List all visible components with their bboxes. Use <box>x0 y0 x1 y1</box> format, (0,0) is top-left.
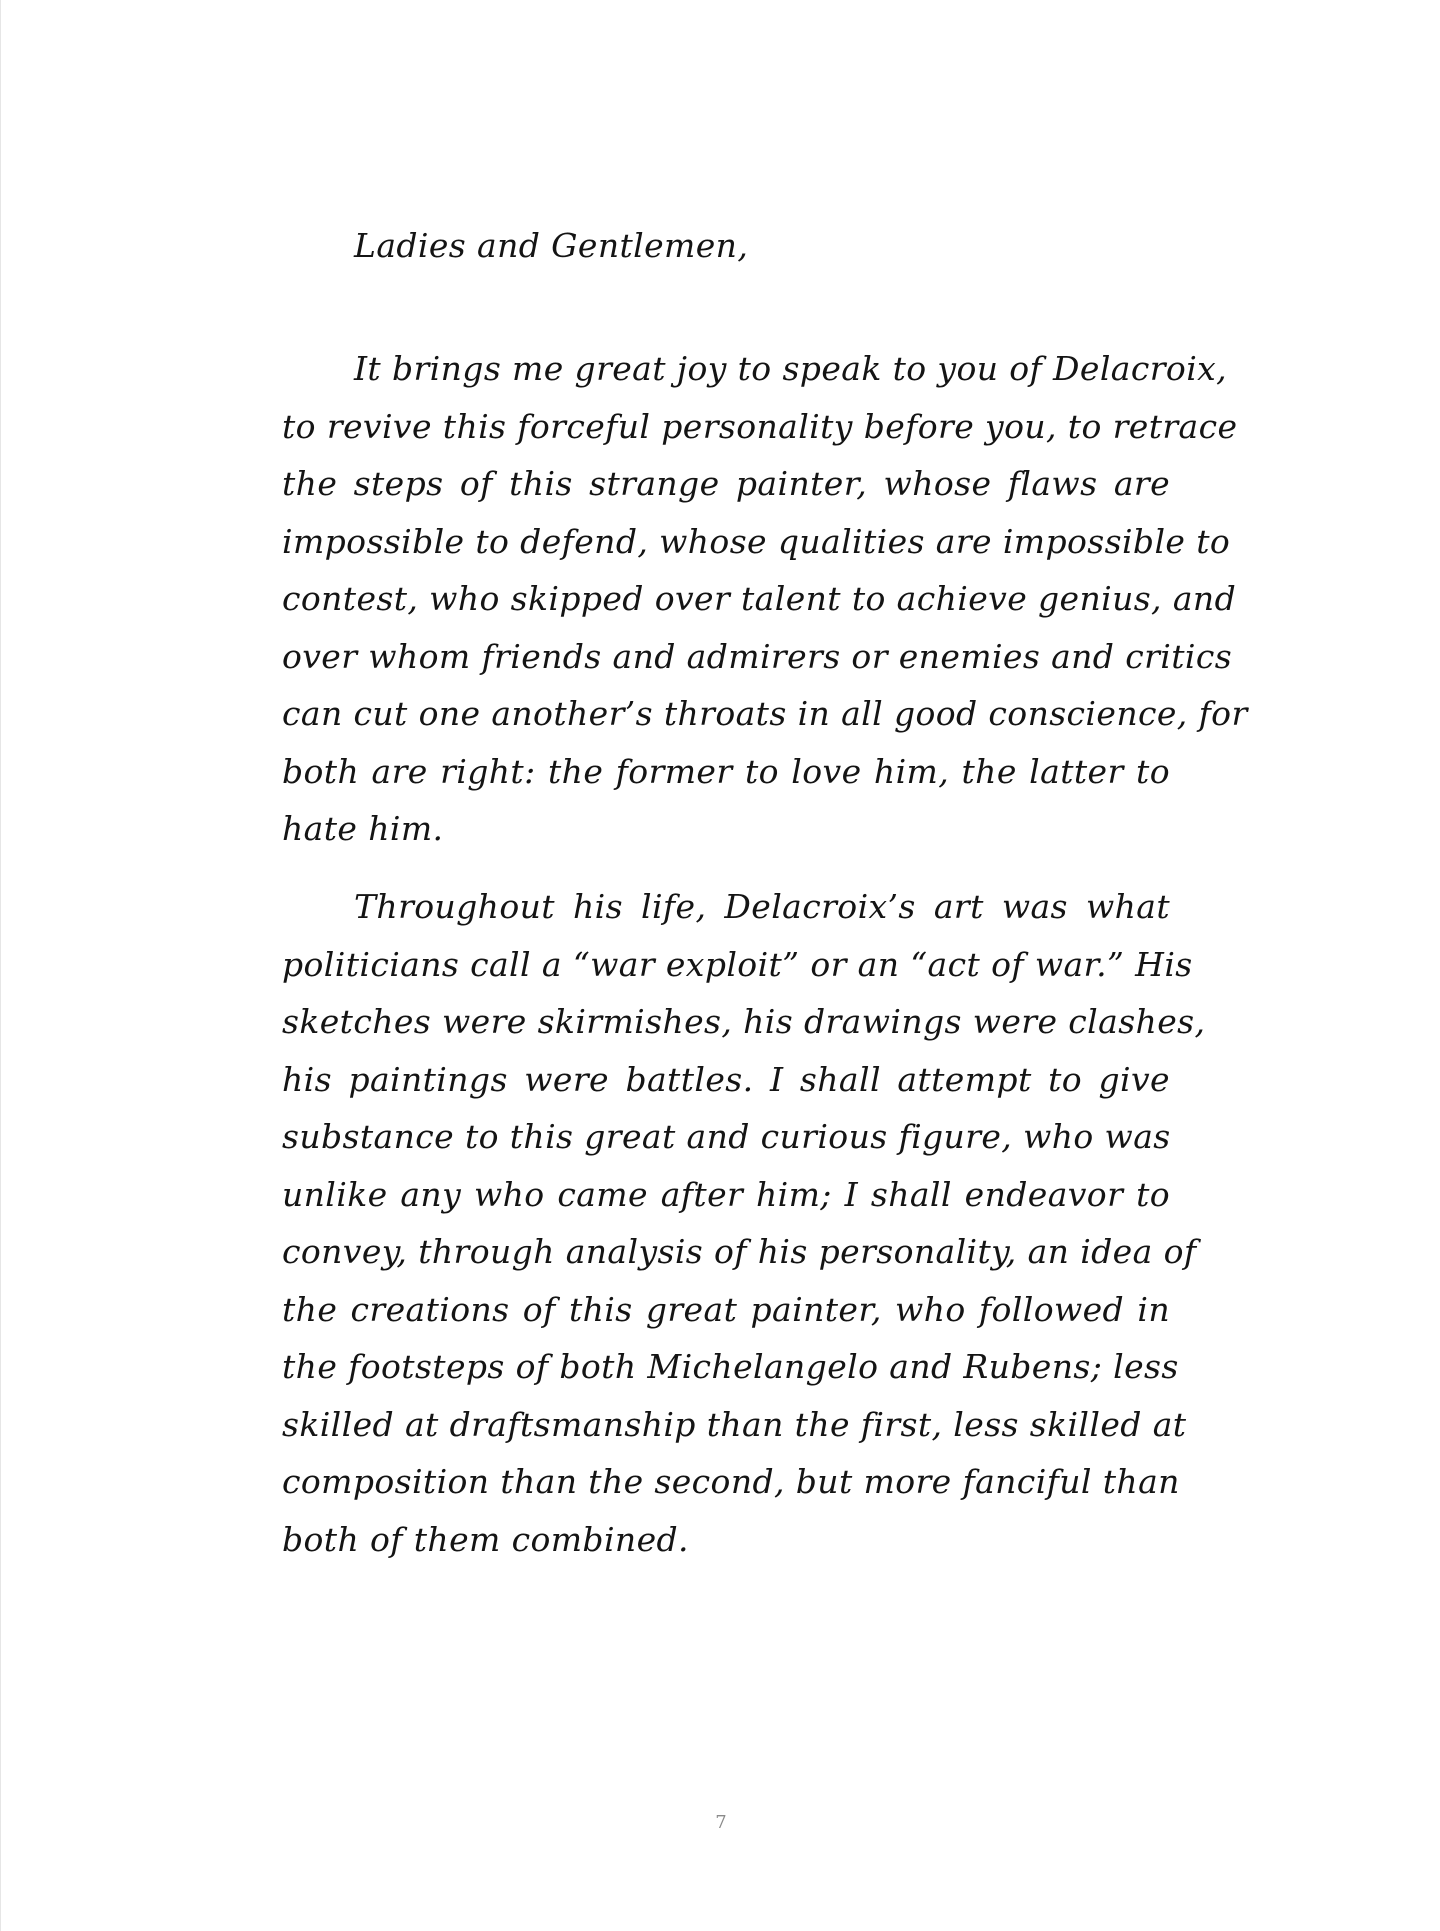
paragraph-line: substance to this great and curious figure, who was <box>282 1117 1171 1156</box>
paragraph-line: his paintings were battles. I shall attempt to give <box>282 1059 1170 1099</box>
paragraph-line: skilled at draftsmanship than the first, less skilled at <box>282 1404 1187 1444</box>
page-number: 7 <box>715 1812 727 1833</box>
paragraph-line: It brings me great joy to speak to you of Delacroix, <box>354 349 1228 388</box>
paragraph-line: to revive this forceful personality before you, to retrace <box>282 406 1238 446</box>
paragraph-line: over whom friends and admirers or enemies and critics <box>282 636 1233 676</box>
paragraph-line: hate him. <box>282 809 444 848</box>
paragraph-2 <box>282 878 1206 1568</box>
paragraph-line: can cut one another’s throats in all good conscience, for <box>282 694 1248 733</box>
paragraph-1 <box>282 340 1248 858</box>
paragraph-line: the creations of this great painter, who followed in <box>282 1289 1170 1329</box>
paragraph-line: the footsteps of both Michelangelo and Rubens; less <box>282 1347 1179 1386</box>
paragraph-line: Throughout his life, Delacroix’s art was what <box>354 887 1170 926</box>
paragraph-line: sketches were skirmishes, his drawings were clashes, <box>282 1002 1206 1041</box>
paragraph-line: composition than the second, but more fanciful than <box>282 1462 1180 1501</box>
paragraph-line: the steps of this strange painter, whose flaws are <box>282 464 1170 503</box>
paragraph-line: impossible to defend, whose qualities are impossible to <box>282 521 1231 561</box>
salutation: Ladies and Gentlemen, <box>354 226 749 265</box>
paragraph-line: politicians call a “war exploit” or an “act of war.” His <box>282 944 1193 984</box>
paragraph-line: unlike any who came after him; I shall endeavor to <box>282 1174 1170 1214</box>
paragraph-line: both are right: the former to love him, the latter to <box>282 751 1170 791</box>
paragraph-line: contest, who skipped over talent to achieve genius, and <box>282 579 1237 618</box>
paragraph-line: both of them combined. <box>282 1519 689 1559</box>
paragraph-line: convey, through analysis of his personality, an idea of <box>282 1232 1197 1271</box>
